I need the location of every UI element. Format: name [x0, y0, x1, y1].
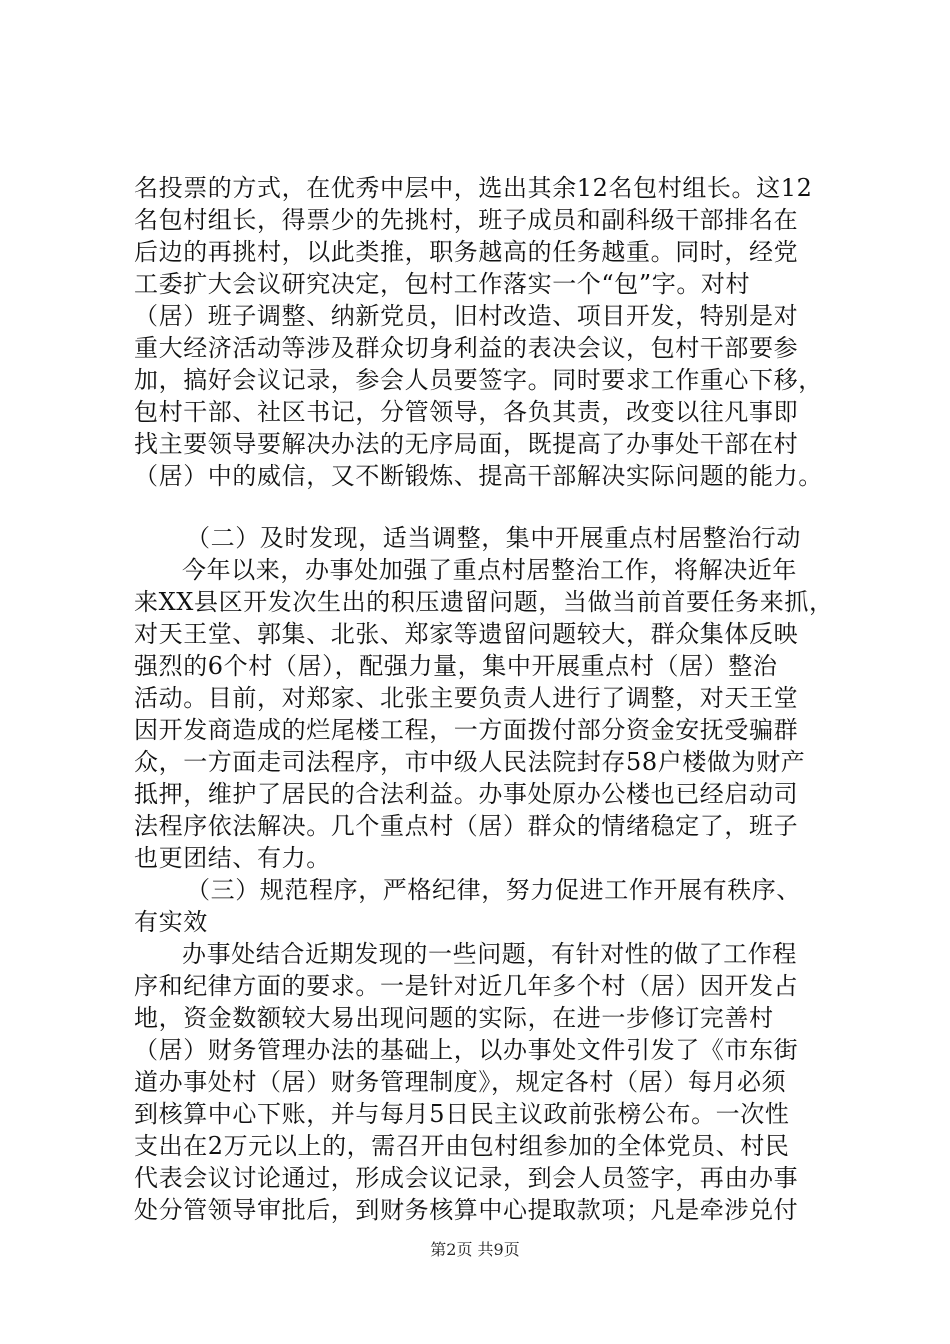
text-line: 法程序依法解决。几个重点村（居）群众的情绪稳定了，班子 — [134, 812, 799, 840]
text-line: 众，一方面走司法程序，市中级人民法院封存58户楼做为财产 — [134, 748, 806, 776]
document-body — [134, 172, 834, 1226]
text-line: 地，资金数额较大易出现问题的实际，在进一步修订完善村 — [134, 1004, 774, 1032]
paragraph-2 — [134, 554, 834, 874]
text-line: 到核算中心下账，并与每月5日民主议政前张榜公布。一次性 — [134, 1100, 790, 1128]
text-line: 序和纪律方面的要求。一是针对近几年多个村（居）因开发占 — [134, 972, 799, 1000]
text-line: 活动。目前，对郑家、北张主要负责人进行了调整，对天王堂 — [134, 684, 799, 712]
text-line: 道办事处村（居）财务管理制度》，规定各村（居）每月必须 — [134, 1068, 787, 1096]
text-line: （居）财务管理办法的基础上，以办事处文件引发了《市东街 — [134, 1036, 799, 1064]
text-line: 办事处结合近期发现的一些问题，有针对性的做了工作程 — [182, 940, 797, 968]
paragraph-1 — [134, 172, 834, 492]
text-line: 后边的再挑村，以此类推，职务越高的任务越重。同时，经党 — [134, 238, 799, 266]
paragraph-3 — [134, 938, 834, 1226]
text-line: 工委扩大会议研究决定，包村工作落实一个“包”字。对村 — [134, 270, 751, 298]
text-line: 支出在2万元以上的，需召开由包村组参加的全体党员、村民 — [134, 1132, 790, 1160]
paragraph-gap — [134, 492, 834, 522]
section-heading-2: （二）及时发现，适当调整，集中开展重点村居整治行动 — [186, 524, 801, 552]
text-line: 找主要领导要解决办法的无序局面，既提高了办事处干部在村 — [134, 430, 799, 458]
text-line: 因开发商造成的烂尾楼工程，一方面拨付部分资金安抚受骗群 — [134, 716, 799, 744]
text-line: 名投票的方式，在优秀中层中，选出其余12名包村组长。这12 — [134, 174, 813, 202]
text-line: 包村干部、社区书记，分管领导，各负其责，改变以往凡事即 — [134, 398, 799, 426]
text-line: （居）中的威信，又不断锻炼、提高干部解决实际问题的能力。 — [134, 462, 823, 490]
text-line: 抵押，维护了居民的合法利益。办事处原办公楼也已经启动司 — [134, 780, 799, 808]
text-line: 也更团结、有力。 — [134, 844, 331, 872]
text-line: 加，搞好会议记录，参会人员要签字。同时要求工作重心下移， — [134, 366, 823, 394]
text-line: 处分管领导审批后，到财务核算中心提取款项；凡是牵涉兑付 — [134, 1196, 799, 1224]
text-line: 有实效 — [134, 908, 208, 936]
text-line: （居）班子调整、纳新党员，旧村改造、项目开发，特别是对 — [134, 302, 799, 330]
page-number-footer: 第2页 共9页 — [430, 1240, 520, 1259]
text-line: 代表会议讨论通过，形成会议记录，到会人员签字，再由办事 — [134, 1164, 799, 1192]
section-heading-3 — [134, 874, 834, 938]
text-line: 名包村组长，得票少的先挑村，班子成员和副科级干部排名在 — [134, 206, 799, 234]
text-line: 今年以来，办事处加强了重点村居整治工作，将解决近年 — [182, 556, 797, 584]
text-line: 对天王堂、郭集、北张、郑家等遗留问题较大，群众集体反映 — [134, 620, 799, 648]
text-line: 来XX县区开发次生出的积压遗留问题，当做当前首要任务来抓， — [134, 588, 834, 616]
text-line: 重大经济活动等涉及群众切身利益的表决会议，包村干部要参 — [134, 334, 799, 362]
text-line: （三）规范程序，严格纪律，努力促进工作开展有秩序、 — [186, 876, 801, 904]
text-line: 强烈的6个村（居），配强力量，集中开展重点村（居）整治 — [134, 652, 778, 680]
